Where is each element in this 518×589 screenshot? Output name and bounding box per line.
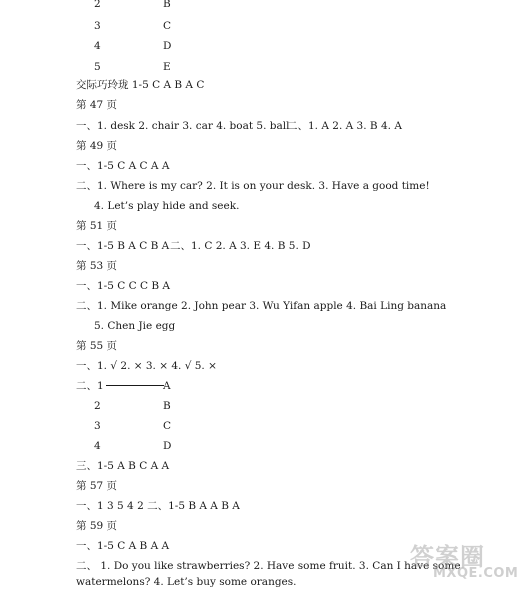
watermark-url: MXQE.COM bbox=[433, 566, 518, 581]
match-right-b: B bbox=[163, 0, 171, 10]
match-left-2: 2 bbox=[94, 400, 101, 412]
answer-line: 一、1 3 5 4 2 二、1-5 B A A B A bbox=[76, 500, 240, 512]
answer-line: 一、1-5 B A C B A bbox=[76, 240, 170, 252]
match-right-a: A bbox=[163, 380, 171, 392]
match-left-2: 2 bbox=[94, 0, 101, 10]
match-row bbox=[76, 379, 164, 393]
match-left-3: 3 bbox=[94, 20, 101, 32]
answer-line: 一、1. desk 2. chair 3. car 4. boat 5. ball bbox=[76, 120, 290, 132]
answer-line: 交际巧玲珑 1-5 C A B A C bbox=[76, 79, 205, 91]
page-heading: 第 49 页 bbox=[76, 140, 118, 152]
answer-line: 二、1. A 2. A 3. B 4. A bbox=[287, 120, 402, 132]
page-heading: 第 47 页 bbox=[76, 99, 118, 111]
watermark-logo: 答案圈 bbox=[410, 543, 485, 571]
answer-line: watermelons? 4. Let’s buy some oranges. bbox=[76, 576, 297, 588]
match-left-3: 3 bbox=[94, 420, 101, 432]
match-left-4: 4 bbox=[94, 40, 101, 52]
match-right-b: B bbox=[163, 400, 171, 412]
page-heading: 第 55 页 bbox=[76, 340, 118, 352]
match-right-d: D bbox=[163, 440, 172, 452]
answer-line: 一、1-5 C C C B A bbox=[76, 280, 170, 292]
page-heading: 第 57 页 bbox=[76, 480, 118, 492]
answer-line: 二、 1. Do you like strawberries? 2. Have some fruit. 3. Can I have some bbox=[76, 560, 461, 572]
match-right-d: D bbox=[163, 40, 172, 52]
page-heading: 第 51 页 bbox=[76, 220, 118, 232]
answer-line: 二、1. C 2. A 3. E 4. B 5. D bbox=[170, 240, 311, 252]
match-connector-line bbox=[106, 385, 164, 386]
match-right-c: C bbox=[163, 20, 172, 32]
match-left-5: 5 bbox=[94, 61, 101, 73]
answer-line: 一、1. √ 2. × 3. × 4. √ 5. × bbox=[76, 360, 217, 372]
answer-line: 5. Chen Jie egg bbox=[94, 320, 176, 332]
match-left-4: 4 bbox=[94, 440, 101, 452]
answer-line: 三、1-5 A B C A A bbox=[76, 460, 170, 472]
match-right-e: E bbox=[163, 61, 171, 73]
answer-line: 二、1. Where is my car? 2. It is on your desk. 3. Have a good time! bbox=[76, 180, 430, 192]
match-right-c: C bbox=[163, 420, 172, 432]
page-heading: 第 59 页 bbox=[76, 520, 118, 532]
page-heading: 第 53 页 bbox=[76, 260, 118, 272]
answer-line: 一、1-5 C A C A A bbox=[76, 160, 170, 172]
answer-line: 二、1. Mike orange 2. John pear 3. Wu Yifan apple 4. Bai Ling banana bbox=[76, 300, 447, 312]
match-left-1: 二、1 bbox=[76, 380, 104, 392]
answer-line: 4. Let’s play hide and seek. bbox=[94, 200, 240, 212]
answer-line: 一、1-5 C A B A A bbox=[76, 540, 170, 552]
